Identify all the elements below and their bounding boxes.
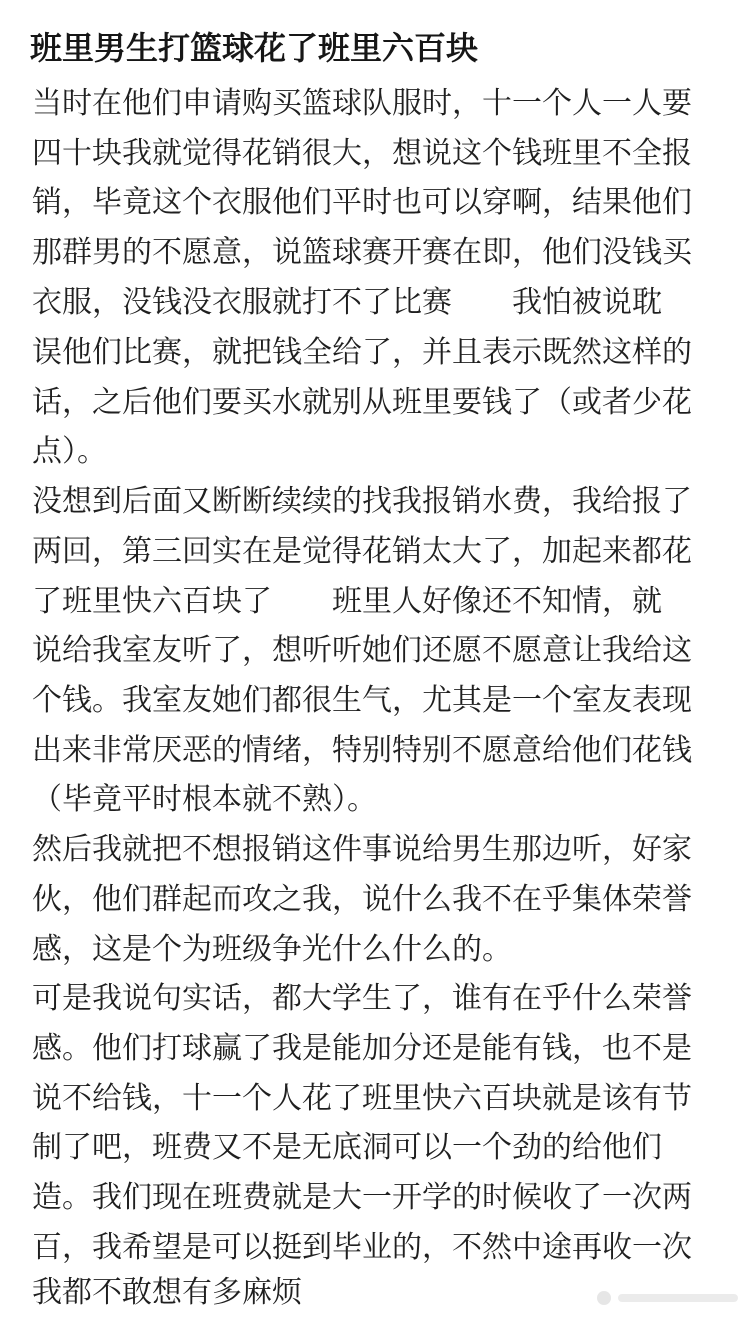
body-line: 说给我室友听了，想听听她们还愿不愿意让我给这 bbox=[32, 633, 692, 668]
body-line: 误他们比赛，就把钱全给了，并且表示既然这样的 bbox=[32, 335, 692, 370]
post-title: 班里男生打篮球花了班里六百块 bbox=[30, 29, 479, 67]
body-line: 说不给钱，十一个人花了班里快六百块就是该有节 bbox=[32, 1081, 692, 1116]
body-line: 点）。 bbox=[32, 434, 107, 469]
body-line: 衣服，没钱没衣服就打不了比赛 我怕被说耽 bbox=[32, 285, 662, 320]
body-line: 然后我就把不想报销这件事说给男生那边听，好家 bbox=[32, 832, 692, 867]
watermark bbox=[594, 1287, 746, 1309]
body-line: 四十块我就觉得花销很大，想说这个钱班里不全报 bbox=[32, 136, 692, 171]
body-line: 没想到后面又断断续续的找我报销水费，我给报了 bbox=[32, 484, 692, 519]
body-line: 感，这是个为班级争光什么什么的。 bbox=[32, 932, 512, 967]
body-line: 我都不敢想有多麻烦 bbox=[32, 1275, 302, 1310]
body-line: 两回，第三回实在是觉得花销太大了，加起来都花 bbox=[32, 534, 692, 569]
body-line: 伙，他们群起而攻之我，说什么我不在乎集体荣誉 bbox=[32, 882, 692, 917]
body-line: 百，我希望是可以挺到毕业的，不然中途再收一次 bbox=[32, 1230, 692, 1265]
body-line: 了班里快六百块了 班里人好像还不知情，就 bbox=[32, 584, 662, 619]
body-line: 当时在他们申请购买篮球队服时，十一个人一人要 bbox=[32, 86, 692, 121]
body-line: （毕竟平时根本就不熟）。 bbox=[32, 782, 377, 817]
body-line: 话，之后他们要买水就别从班里要钱了（或者少花 bbox=[32, 385, 692, 420]
body-line: 出来非常厌恶的情绪，特别特别不愿意给他们花钱 bbox=[32, 733, 692, 768]
body-line: 可是我说句实话，都大学生了，谁有在乎什么荣誉 bbox=[32, 981, 692, 1016]
body-line: 制了吧，班费又不是无底洞可以一个劲的给他们 bbox=[32, 1130, 662, 1165]
body-line: 销，毕竟这个衣服他们平时也可以穿啊，结果他们 bbox=[32, 185, 692, 220]
watermark-icon bbox=[594, 1287, 746, 1309]
body-line: 个钱。我室友她们都很生气，尤其是一个室友表现 bbox=[32, 683, 692, 718]
body-line: 造。我们现在班费就是大一开学的时候收了一次两 bbox=[32, 1180, 692, 1215]
body-line: 那群男的不愿意，说篮球赛开赛在即，他们没钱买 bbox=[32, 235, 692, 270]
body-line: 感。他们打球赢了我是能加分还是能有钱，也不是 bbox=[32, 1031, 692, 1066]
